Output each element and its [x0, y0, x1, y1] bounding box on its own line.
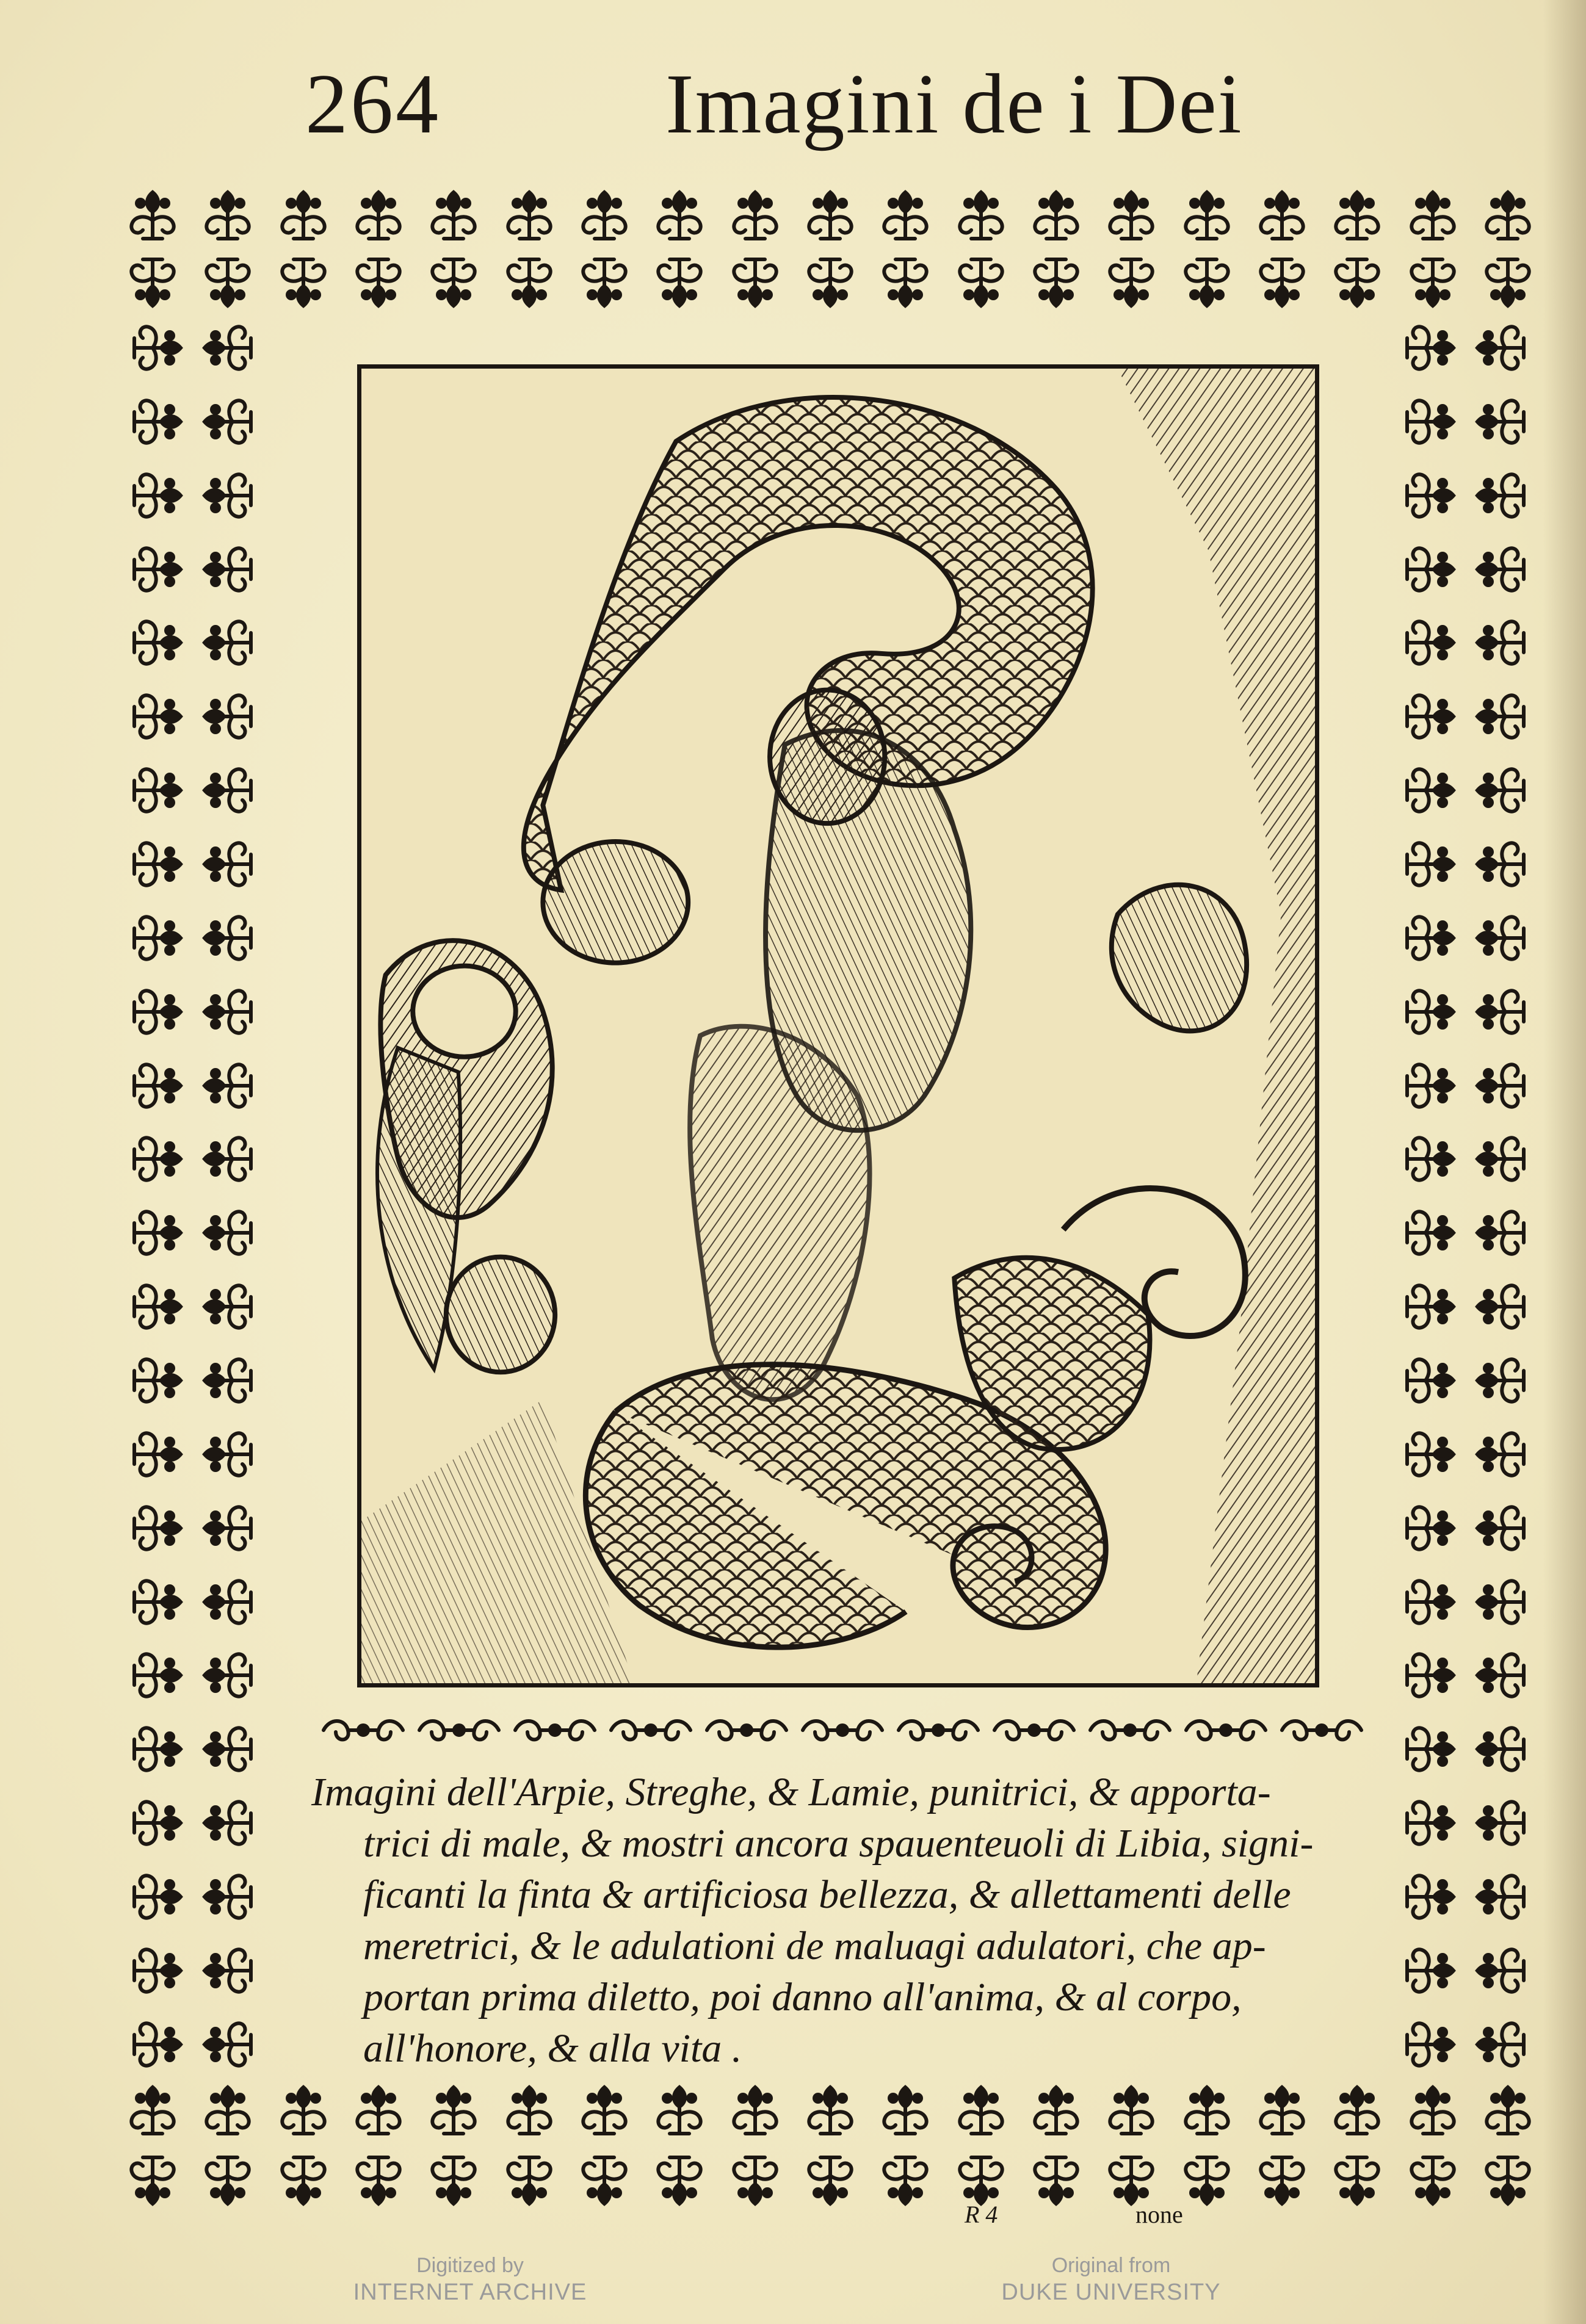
ornament-border-left-outer: [125, 317, 189, 2075]
fleuron-ornament-icon: [1400, 1940, 1461, 2001]
fleuron-ornament-icon: [1470, 1055, 1531, 1116]
fleuron-ornament-icon: [649, 185, 710, 246]
fleuron-ornament-icon: [423, 2080, 484, 2141]
fleuron-ornament-icon: [127, 612, 188, 673]
fleuron-ornament-icon: [1400, 391, 1461, 452]
fleuron-ornament-icon: [1176, 252, 1237, 313]
fleuron-ornament-icon: [875, 185, 936, 246]
page-number: 264: [305, 57, 441, 151]
fleuron-ornament-icon: [1470, 981, 1531, 1042]
illustration-caption: [311, 1767, 1386, 2074]
fleuron-ornament-icon: [127, 760, 188, 821]
fleuron-ornament-icon: [1470, 2014, 1531, 2075]
fleuron-ornament-icon: [423, 252, 484, 313]
fleuron-ornament-icon: [197, 1645, 258, 1706]
fleuron-ornament-icon: [1470, 834, 1531, 895]
fleuron-ornament-icon: [1470, 465, 1531, 526]
fleuron-ornament-icon: [1400, 2014, 1461, 2075]
fleuron-ornament-icon: [1470, 686, 1531, 747]
fleuron-ornament-icon: [725, 2150, 786, 2211]
fleuron-ornament-icon: [273, 2080, 334, 2141]
fleuron-ornament-icon: [197, 465, 258, 526]
fleuron-ornament-icon: [197, 908, 258, 969]
fleuron-ornament-icon: [348, 2080, 409, 2141]
fleuron-ornament-icon: [273, 185, 334, 246]
ornament-border-right-outer: [1468, 317, 1532, 2075]
fleuron-ornament-icon: [127, 1866, 188, 1927]
fleuron-ornament-icon: [127, 1202, 188, 1263]
original-from-credit: [983, 2252, 1239, 2306]
fleuron-ornament-icon: [1400, 612, 1461, 673]
fleuron-ornament-icon: [197, 1719, 258, 1780]
fleuron-ornament-icon: [800, 2080, 861, 2141]
fleuron-ornament-icon: [1470, 391, 1531, 452]
scroll-ornament-icon: [988, 1715, 1080, 1745]
fleuron-ornament-icon: [197, 1276, 258, 1337]
fleuron-ornament-icon: [1400, 465, 1461, 526]
fleuron-ornament-icon: [1477, 2150, 1538, 2211]
fleuron-ornament-icon: [122, 252, 183, 313]
fleuron-ornament-icon: [122, 2150, 183, 2211]
fleuron-ornament-icon: [1400, 539, 1461, 600]
fleuron-ornament-icon: [1400, 1866, 1461, 1927]
fleuron-ornament-icon: [574, 2080, 635, 2141]
fleuron-ornament-icon: [348, 2150, 409, 2211]
ornament-border-top: [122, 183, 1538, 247]
fleuron-ornament-icon: [800, 185, 861, 246]
fleuron-ornament-icon: [197, 1202, 258, 1263]
fleuron-ornament-icon: [1470, 1276, 1531, 1337]
fleuron-ornament-icon: [649, 2080, 710, 2141]
fleuron-ornament-icon: [127, 539, 188, 600]
fleuron-ornament-icon: [127, 1276, 188, 1337]
fleuron-ornament-icon: [1470, 760, 1531, 821]
ornament-border-top-inner: [122, 250, 1538, 314]
fleuron-ornament-icon: [1400, 760, 1461, 821]
fleuron-ornament-icon: [127, 686, 188, 747]
fleuron-ornament-icon: [1402, 2150, 1463, 2211]
fleuron-ornament-icon: [1026, 2150, 1087, 2211]
fleuron-ornament-icon: [127, 2014, 188, 2075]
fleuron-ornament-icon: [197, 1128, 258, 1189]
fleuron-ornament-icon: [1402, 2080, 1463, 2141]
internet-archive-label: INTERNET ARCHIVE: [353, 2279, 587, 2305]
fleuron-ornament-icon: [1101, 185, 1162, 246]
fleuron-ornament-icon: [499, 2080, 560, 2141]
fleuron-ornament-icon: [1251, 2150, 1313, 2211]
fleuron-ornament-icon: [127, 1940, 188, 2001]
scroll-ornament-icon: [701, 1715, 792, 1745]
fleuron-ornament-icon: [1400, 1719, 1461, 1780]
fleuron-ornament-icon: [499, 2150, 560, 2211]
fleuron-ornament-icon: [1470, 1202, 1531, 1263]
fleuron-ornament-icon: [1400, 1055, 1461, 1116]
fleuron-ornament-icon: [1327, 2150, 1388, 2211]
fleuron-ornament-icon: [1470, 1792, 1531, 1853]
scroll-ornament-icon: [509, 1715, 601, 1745]
fleuron-ornament-icon: [197, 1866, 258, 1927]
scroll-ornament-icon: [797, 1715, 888, 1745]
caption-line: all'honore, & alla vita .: [363, 2026, 742, 2071]
fleuron-ornament-icon: [1402, 252, 1463, 313]
ornament-border-bottom: [122, 2148, 1538, 2212]
fleuron-ornament-icon: [1470, 1572, 1531, 1633]
catchword: none: [1135, 2201, 1183, 2228]
fleuron-ornament-icon: [1400, 1350, 1461, 1411]
fleuron-ornament-icon: [1026, 252, 1087, 313]
ornamental-divider: [317, 1709, 1367, 1752]
scroll-ornament-icon: [1276, 1715, 1367, 1745]
fleuron-ornament-icon: [800, 2150, 861, 2211]
fleuron-ornament-icon: [499, 252, 560, 313]
fleuron-ornament-icon: [1251, 185, 1313, 246]
fleuron-ornament-icon: [197, 1055, 258, 1116]
fleuron-ornament-icon: [1400, 1792, 1461, 1853]
ornament-border-bottom-inner: [122, 2078, 1538, 2142]
fleuron-ornament-icon: [725, 185, 786, 246]
fleuron-ornament-icon: [127, 1128, 188, 1189]
fleuron-ornament-icon: [197, 1424, 258, 1485]
fleuron-ornament-icon: [1470, 1498, 1531, 1559]
fleuron-ornament-icon: [1400, 1202, 1461, 1263]
fleuron-ornament-icon: [875, 2080, 936, 2141]
ornament-border-left-inner: [195, 317, 259, 2075]
caption-line: ficanti la finta & artificiosa bellezza, & allettamenti delle: [363, 1872, 1291, 1917]
fleuron-ornament-icon: [122, 185, 183, 246]
scroll-ornament-icon: [1084, 1715, 1176, 1745]
fleuron-ornament-icon: [1400, 1276, 1461, 1337]
fleuron-ornament-icon: [127, 1055, 188, 1116]
fleuron-ornament-icon: [1400, 686, 1461, 747]
fleuron-ornament-icon: [1400, 1645, 1461, 1706]
fleuron-ornament-icon: [197, 686, 258, 747]
fleuron-ornament-icon: [127, 1498, 188, 1559]
fleuron-ornament-icon: [1470, 612, 1531, 673]
fleuron-ornament-icon: [122, 2080, 183, 2141]
fleuron-ornament-icon: [127, 465, 188, 526]
fleuron-ornament-icon: [273, 252, 334, 313]
fleuron-ornament-icon: [1400, 1128, 1461, 1189]
fleuron-ornament-icon: [1470, 1424, 1531, 1485]
fleuron-ornament-icon: [197, 834, 258, 895]
fleuron-ornament-icon: [800, 252, 861, 313]
fleuron-ornament-icon: [127, 1350, 188, 1411]
fleuron-ornament-icon: [273, 2150, 334, 2211]
fleuron-ornament-icon: [197, 1498, 258, 1559]
fleuron-ornament-icon: [1400, 1424, 1461, 1485]
fleuron-ornament-icon: [1251, 2080, 1313, 2141]
fleuron-ornament-icon: [1176, 2150, 1237, 2211]
fleuron-ornament-icon: [1470, 539, 1531, 600]
fleuron-ornament-icon: [1327, 2080, 1388, 2141]
fleuron-ornament-icon: [423, 185, 484, 246]
fleuron-ornament-icon: [951, 252, 1012, 313]
caption-line: portan prima diletto, poi danno all'anima, & al corpo,: [363, 1975, 1242, 2019]
fleuron-ornament-icon: [197, 2014, 258, 2075]
scroll-ornament-icon: [893, 1715, 984, 1745]
fleuron-ornament-icon: [1477, 252, 1538, 313]
fleuron-ornament-icon: [197, 1940, 258, 2001]
fleuron-ornament-icon: [1176, 185, 1237, 246]
fleuron-ornament-icon: [499, 185, 560, 246]
fleuron-ornament-icon: [1400, 834, 1461, 895]
fleuron-ornament-icon: [1470, 1719, 1531, 1780]
fleuron-ornament-icon: [127, 1719, 188, 1780]
scroll-ornament-icon: [605, 1715, 697, 1745]
ornament-border-right-inner: [1398, 317, 1462, 2075]
fleuron-ornament-icon: [725, 2080, 786, 2141]
fleuron-ornament-icon: [197, 391, 258, 452]
fleuron-ornament-icon: [197, 252, 258, 313]
digitized-by-credit: [342, 2252, 598, 2306]
fleuron-ornament-icon: [1477, 2080, 1538, 2141]
fleuron-ornament-icon: [1026, 2080, 1087, 2141]
fleuron-ornament-icon: [197, 612, 258, 673]
fleuron-ornament-icon: [649, 2150, 710, 2211]
fleuron-ornament-icon: [197, 539, 258, 600]
fleuron-ornament-icon: [1101, 252, 1162, 313]
caption-line: trici di male, & mostri ancora spauenteuoli di Libia, signi-: [363, 1821, 1314, 1866]
fleuron-ornament-icon: [1400, 317, 1461, 378]
fleuron-ornament-icon: [574, 252, 635, 313]
signature-mark: R 4: [965, 2201, 998, 2228]
fleuron-ornament-icon: [1026, 185, 1087, 246]
fleuron-ornament-icon: [1101, 2080, 1162, 2141]
digitized-by-label: Digitized by: [416, 2254, 524, 2277]
woodcut-illustration: [357, 364, 1319, 1687]
fleuron-ornament-icon: [1470, 1128, 1531, 1189]
caption-line: Imagini dell'Arpie, Streghe, & Lamie, punitrici, & apporta-: [311, 1770, 1271, 1814]
fleuron-ornament-icon: [127, 834, 188, 895]
fleuron-ornament-icon: [951, 2080, 1012, 2141]
duke-university-label: DUKE UNIVERSITY: [1001, 2279, 1221, 2305]
fleuron-ornament-icon: [875, 252, 936, 313]
fleuron-ornament-icon: [1470, 1645, 1531, 1706]
fleuron-ornament-icon: [1251, 252, 1313, 313]
fleuron-ornament-icon: [197, 760, 258, 821]
fleuron-ornament-icon: [197, 185, 258, 246]
fleuron-ornament-icon: [1470, 908, 1531, 969]
fleuron-ornament-icon: [197, 317, 258, 378]
harpies-woodcut-image: [361, 369, 1315, 1683]
fleuron-ornament-icon: [649, 252, 710, 313]
fleuron-ornament-icon: [197, 2080, 258, 2141]
fleuron-ornament-icon: [1470, 317, 1531, 378]
fleuron-ornament-icon: [197, 1792, 258, 1853]
fleuron-ornament-icon: [197, 1572, 258, 1633]
fleuron-ornament-icon: [1400, 908, 1461, 969]
fleuron-ornament-icon: [1400, 1572, 1461, 1633]
fleuron-ornament-icon: [574, 185, 635, 246]
fleuron-ornament-icon: [875, 2150, 936, 2211]
fleuron-ornament-icon: [1470, 1350, 1531, 1411]
fleuron-ornament-icon: [1327, 185, 1388, 246]
caption-line: meretrici, & le adulationi de maluagi adulatori, che ap-: [363, 1924, 1266, 1968]
page-gutter-shadow: [1543, 0, 1586, 2324]
fleuron-ornament-icon: [127, 981, 188, 1042]
fleuron-ornament-icon: [127, 1645, 188, 1706]
running-head: Imagini de i Dei: [665, 57, 1243, 151]
fleuron-ornament-icon: [197, 1350, 258, 1411]
fleuron-ornament-icon: [127, 1424, 188, 1485]
original-from-label: Original from: [1051, 2254, 1171, 2277]
fleuron-ornament-icon: [1176, 2080, 1237, 2141]
fleuron-ornament-icon: [348, 252, 409, 313]
fleuron-ornament-icon: [574, 2150, 635, 2211]
fleuron-ornament-icon: [1400, 1498, 1461, 1559]
fleuron-ornament-icon: [127, 391, 188, 452]
fleuron-ornament-icon: [348, 185, 409, 246]
fleuron-ornament-icon: [1470, 1866, 1531, 1927]
fleuron-ornament-icon: [1400, 981, 1461, 1042]
scroll-ornament-icon: [413, 1715, 505, 1745]
fleuron-ornament-icon: [197, 981, 258, 1042]
fleuron-ornament-icon: [1327, 252, 1388, 313]
fleuron-ornament-icon: [127, 1572, 188, 1633]
fleuron-ornament-icon: [127, 908, 188, 969]
fleuron-ornament-icon: [951, 185, 1012, 246]
fleuron-ornament-icon: [1477, 185, 1538, 246]
fleuron-ornament-icon: [197, 2150, 258, 2211]
fleuron-ornament-icon: [423, 2150, 484, 2211]
scroll-ornament-icon: [317, 1715, 409, 1745]
fleuron-ornament-icon: [127, 1792, 188, 1853]
fleuron-ornament-icon: [127, 317, 188, 378]
fleuron-ornament-icon: [1470, 1940, 1531, 2001]
scroll-ornament-icon: [1180, 1715, 1272, 1745]
fleuron-ornament-icon: [1402, 185, 1463, 246]
fleuron-ornament-icon: [725, 252, 786, 313]
